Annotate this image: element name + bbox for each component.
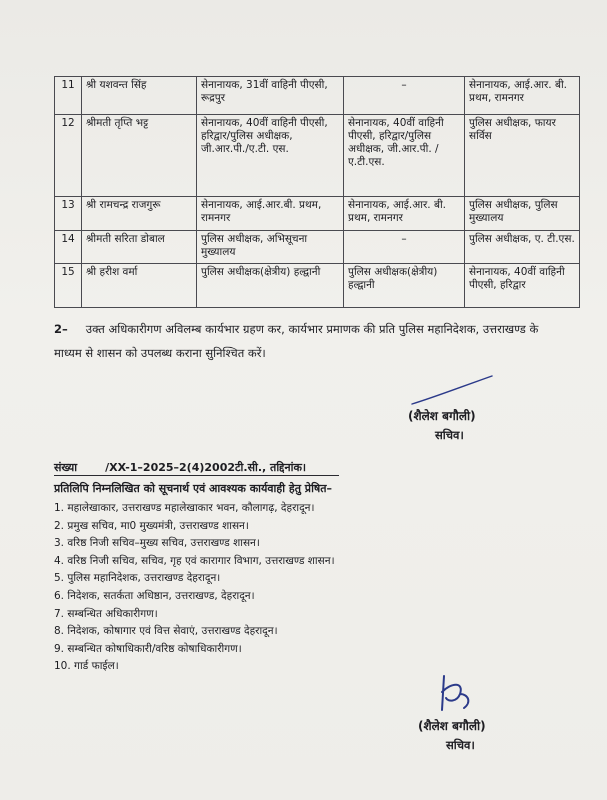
current-post-cell: सेनानायक, 40वीं वाहिनी पीएसी, हरिद्वार/पुलिस अधीक्षक, जी.आर.पी./ए.टी. एस. — [197, 115, 344, 197]
officer-name-cell: श्री यशवन्त सिंह — [82, 77, 197, 115]
current-post-cell: सेनानायक, 31वीं वाहिनी पीएसी, रूद्रपुर — [197, 77, 344, 115]
table-row — [55, 264, 580, 308]
officer-name-cell: श्रीमती तृप्ति भट्ट — [82, 115, 197, 197]
list-item: 3. वरिष्ठ निजी सचिव–मुख्य सचिव, उत्तराखण्ड शासन। — [54, 537, 260, 550]
current-post-cell: पुलिस अधीक्षक(क्षेत्रीय) हल्द्वानी — [197, 264, 344, 308]
current-post-cell: पुलिस अधीक्षक, अभिसूचना मुख्यालय — [197, 231, 344, 264]
handwritten-signature-icon — [430, 672, 486, 714]
list-item: 8. निदेशक, कोषागार एवं वित्त सेवाएं, उत्तराखण्ड देहरादून। — [54, 625, 278, 638]
serial-cell: 13 — [55, 197, 82, 231]
paragraph-number: 2– — [54, 322, 68, 336]
current-post-cell: सेनानायक, आई.आर.बी. प्रथम, रामनगर — [197, 197, 344, 231]
copy-recipients-list — [54, 500, 335, 676]
reference-label: संख्या — [54, 461, 78, 474]
new-post-cell: पुलिस अधीक्षक(क्षेत्रीय) हल्द्वानी — [344, 264, 465, 308]
list-item: 5. पुलिस महानिदेशक, उत्तराखण्ड देहरादून। — [54, 572, 221, 585]
list-item: 4. वरिष्ठ निजी सचिव, सचिव, गृह एवं कारागार विभाग, उत्तराखण्ड शासन। — [54, 554, 335, 567]
officer-name-cell: श्री रामचन्द्र राजगुरू — [82, 197, 197, 231]
instruction-paragraph — [54, 317, 554, 365]
additional-charge-cell: सेनानायक, 40वीं वाहिनी पीएसी, हरिद्वार — [465, 264, 580, 308]
new-post-cell: – — [344, 77, 465, 115]
additional-charge-cell: पुलिस अधीक्षक, फायर सर्विस — [465, 115, 580, 197]
signatory-name: (शैलेश बगौली) — [418, 719, 486, 733]
officer-transfer-table — [54, 76, 580, 308]
new-post-cell: – — [344, 231, 465, 264]
list-item: 1. महालेखाकार, उत्तराखण्ड महालेखाकार भवन, कौलागढ़, देहरादून। — [54, 502, 315, 514]
list-item: 7. सम्बन्धित अधिकारीगण। — [54, 607, 158, 620]
list-item: 6. निदेशक, सतर्कता अधिष्ठान, उत्तराखण्ड, देहरादून। — [54, 589, 255, 602]
serial-cell: 14 — [55, 231, 82, 264]
table-row — [55, 231, 580, 264]
serial-cell: 11 — [55, 77, 82, 115]
list-item: 2. प्रमुख सचिव, मा0 मुख्यमंत्री, उत्तराखण्ड शासन। — [54, 519, 249, 532]
list-item: 10. गार्ड फाईल। — [54, 660, 119, 673]
signature-stroke-icon — [410, 374, 494, 408]
paragraph-text: उक्त अधिकारीगण अविलम्ब कार्यभार ग्रहण कर, कार्यभार प्रमाणक की प्रति पुलिस महानिदेशक, उत्तराखण्ड के माध्यम से शासन को उपलब्ध कराना सुनिश्चित करें। — [54, 322, 539, 360]
signatory-title: सचिव। — [435, 428, 464, 442]
officer-name-cell: श्री हरीश वर्मा — [82, 264, 197, 308]
serial-cell: 15 — [55, 264, 82, 308]
table-row — [55, 115, 580, 197]
table-row — [55, 197, 580, 231]
serial-cell: 12 — [55, 115, 82, 197]
additional-charge-cell: पुलिस अधीक्षक, ए. टी.एस. — [465, 231, 580, 264]
new-post-cell: सेनानायक, 40वीं वाहिनी पीएसी, हरिद्वार/पुलिस अधीक्षक, जी.आर.पी. /ए.टी.एस. — [344, 115, 465, 197]
copy-to-heading: प्रतिलिपि निम्नलिखित को सूचनार्थ एवं आवश्यक कार्यवाही हेतु प्रेषित– — [54, 482, 333, 495]
divider — [54, 475, 339, 476]
signatory-title: सचिव। — [446, 738, 475, 752]
new-post-cell: सेनानायक, आई.आर. बी. प्रथम, रामनगर — [344, 197, 465, 231]
table-row — [55, 77, 580, 115]
list-item: 9. सम्बन्धित कोषाधिकारी/वरिष्ठ कोषाधिकारीगण। — [54, 642, 242, 655]
additional-charge-cell: पुलिस अधीक्षक, पुलिस मुख्यालय — [465, 197, 580, 231]
reference-number — [54, 460, 306, 475]
reference-text: /XX-1–2025–2(4)2002टी.सी., तद्दिनांक। — [105, 461, 307, 474]
additional-charge-cell: सेनानायक, आई.आर. बी. प्रथम, रामनगर — [465, 77, 580, 115]
officer-name-cell: श्रीमती सरिता डोबाल — [82, 231, 197, 264]
signatory-name: (शैलेश बगौली) — [408, 409, 476, 423]
